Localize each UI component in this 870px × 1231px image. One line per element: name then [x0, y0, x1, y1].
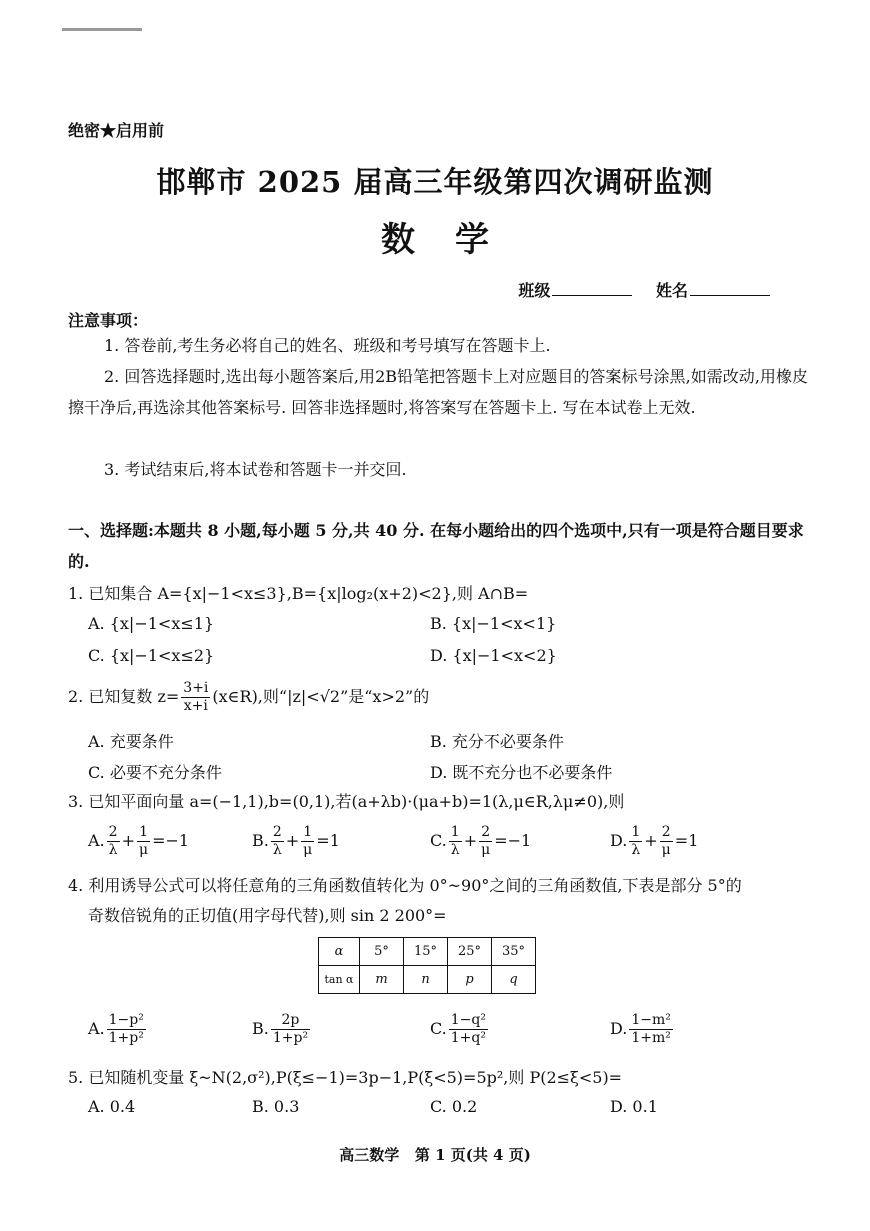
q1-option-a: A. {x|−1<x≤1} [88, 614, 215, 633]
q5-option-b: B. 0.3 [252, 1097, 300, 1116]
q4-option-a [88, 1012, 148, 1047]
q3-b-rhs: =1 [316, 831, 340, 850]
frac-den: 1+p² [272, 1030, 309, 1046]
table-cell: 35° [492, 938, 536, 966]
frac-num: 2p [271, 1012, 310, 1030]
table-cell: α [319, 938, 360, 966]
q2-option-c: C. 必要不充分条件 [88, 763, 222, 782]
q3-option-a [88, 824, 189, 859]
frac-den: μ [303, 842, 313, 858]
q3-a-frac1 [107, 824, 120, 859]
frac-den: 1+q² [450, 1030, 486, 1046]
frac-den: 1+p² [108, 1030, 144, 1046]
secret-label: 绝密★启用前 [68, 121, 165, 140]
q3-b-frac1 [271, 824, 284, 859]
table-row [319, 938, 536, 966]
question-1-stem: 1. 已知集合 A={x|−1<x≤3},B={x|log₂(x+2)<2},则 A∩B= [68, 584, 529, 603]
question-4-stem-line2: 奇数倍锐角的正切值(用字母代替),则 sin 2 200°= [88, 906, 447, 925]
q2-option-a: A. 充要条件 [88, 732, 174, 751]
q4-option-b [252, 1012, 312, 1047]
tan-table [318, 937, 536, 994]
q4-c-label: C. [430, 1019, 447, 1038]
question-4-stem-line1: 4. 利用诱导公式可以将任意角的三角函数值转化为 0°~90°之间的三角函数值,下表是部分 5°的 [68, 876, 742, 895]
q3-a-label: A. [88, 831, 105, 850]
q3-c-label: C. [430, 831, 447, 850]
q4-option-d [610, 1012, 675, 1047]
frac-num: 1−p² [108, 1012, 144, 1028]
frac-den: λ [108, 842, 118, 858]
q2-stem-prefix: 2. 已知复数 z= [68, 687, 180, 706]
q4-d-frac [629, 1012, 673, 1047]
frac-den: μ [138, 842, 149, 858]
question-5-stem: 5. 已知随机变量 ξ~N(2,σ²),P(ξ≤−1)=3p−1,P(ξ<5)=5p²,则 P(2≤ξ<5)= [68, 1068, 623, 1087]
q3-a-rhs: =−1 [152, 831, 190, 850]
q3-c-frac1 [449, 824, 462, 859]
section-heading-text: 一、选择题:本题共 8 小题,每小题 5 分,共 40 分. 在每小题给出的四个选项中,只有一项是符合题目要求的. [68, 521, 804, 571]
q4-option-c [430, 1012, 490, 1047]
q3-option-d [610, 824, 698, 859]
q4-a-label: A. [88, 1019, 105, 1038]
q5-option-a: A. 0.4 [88, 1097, 136, 1116]
table-cell: 5° [360, 938, 404, 966]
q3-c-frac2 [479, 824, 492, 859]
frac-den: λ [450, 842, 460, 858]
frac-den: λ [272, 842, 282, 858]
frac-num: 1 [301, 824, 314, 842]
q3-b-op: + [285, 831, 300, 850]
table-cell: n [404, 966, 448, 994]
q1-option-c: C. {x|−1<x≤2} [88, 646, 215, 665]
q2-option-b: B. 充分不必要条件 [430, 732, 564, 751]
q5-option-c: C. 0.2 [430, 1097, 478, 1116]
q2-frac-den: x+i [183, 698, 208, 714]
table-cell: p [448, 966, 492, 994]
section-heading [68, 515, 808, 577]
page-footer: 高三数学 第 1 页(共 4 页) [339, 1146, 531, 1164]
q3-d-label: D. [610, 831, 628, 850]
name-label: 姓名 [655, 281, 688, 300]
frac-den: μ [661, 842, 671, 858]
q3-b-label: B. [252, 831, 269, 850]
frac-num: 1 [631, 824, 641, 840]
q3-option-c [430, 824, 531, 859]
frac-den: μ [481, 842, 491, 858]
frac-num: 1 [450, 824, 460, 840]
q3-d-frac2 [660, 824, 673, 859]
notice-heading: 注意事项： [68, 311, 149, 330]
frac-num: 1−q² [450, 1012, 486, 1028]
frac-den: 1+m² [631, 1030, 671, 1046]
notice-item: 2. 回答选择题时,选出每小题答案后,用2B铅笔把答题卡上对应题目的答案标号涂黑,如需改动,用橡皮擦干净后,再选涂其他答案标号. 回答非选择题时,将答案写在答题卡上. 写在本试卷上无效. [68, 367, 808, 417]
frac-num: 2 [660, 824, 673, 842]
q3-a-op: + [121, 831, 135, 850]
table-cell: 25° [448, 938, 492, 966]
frac-num: 1−m² [631, 1012, 671, 1028]
table-row [319, 966, 536, 994]
q2-frac-num: 3+i [183, 680, 209, 696]
q3-a-frac2 [137, 824, 150, 859]
q4-b-label: B. [252, 1019, 269, 1038]
frac-num: 2 [108, 824, 118, 840]
q1-option-b: B. {x|−1<x<1} [430, 614, 557, 633]
frac-num: 2 [272, 824, 282, 840]
q4-b-frac [271, 1012, 310, 1047]
q2-fraction [181, 680, 210, 715]
q3-option-b [252, 824, 340, 859]
frac-den: λ [631, 842, 641, 858]
class-blank [552, 281, 632, 296]
q3-c-op: + [463, 831, 478, 850]
table-cell: tan α [319, 966, 360, 994]
q3-c-rhs: =−1 [494, 831, 532, 850]
q3-d-op: + [644, 831, 658, 850]
frac-num: 1 [137, 824, 150, 842]
q3-d-rhs: =1 [674, 831, 699, 850]
q1-option-d: D. {x|−1<x<2} [430, 646, 557, 665]
q4-c-frac [449, 1012, 488, 1047]
table-cell: q [492, 966, 536, 994]
name-blank [690, 281, 770, 296]
frac-num: 2 [479, 824, 492, 842]
notice-item: 1. 答卷前,考生务必将自己的姓名、班级和考号填写在答题卡上. [104, 336, 551, 355]
q2-option-d: D. 既不充分也不必要条件 [430, 763, 613, 782]
student-info-fields [518, 278, 770, 301]
q5-option-d: D. 0.1 [610, 1097, 658, 1116]
exam-title: 邯郸市 2025 届高三年级第四次调研监测 [156, 165, 714, 199]
table-cell: 15° [404, 938, 448, 966]
q3-d-frac1 [629, 824, 642, 859]
q2-stem-suffix: (x∈R),则“|z|<√2”是“x>2”的 [212, 687, 430, 706]
q4-a-frac [107, 1012, 146, 1047]
table-cell: m [360, 966, 404, 994]
class-label: 班级 [518, 281, 551, 300]
scan-mark [62, 28, 142, 31]
subject-title: 数学 [381, 220, 529, 260]
q3-b-frac2 [301, 824, 314, 859]
q4-d-label: D. [610, 1019, 628, 1038]
notice-item: 3. 考试结束后,将本试卷和答题卡一并交回. [104, 460, 407, 479]
question-2-stem [68, 680, 808, 715]
question-3-stem: 3. 已知平面向量 a=(−1,1),b=(0,1),若(a+λb)·(μa+b)=1(λ,μ∈R,λμ≠0),则 [68, 792, 625, 811]
